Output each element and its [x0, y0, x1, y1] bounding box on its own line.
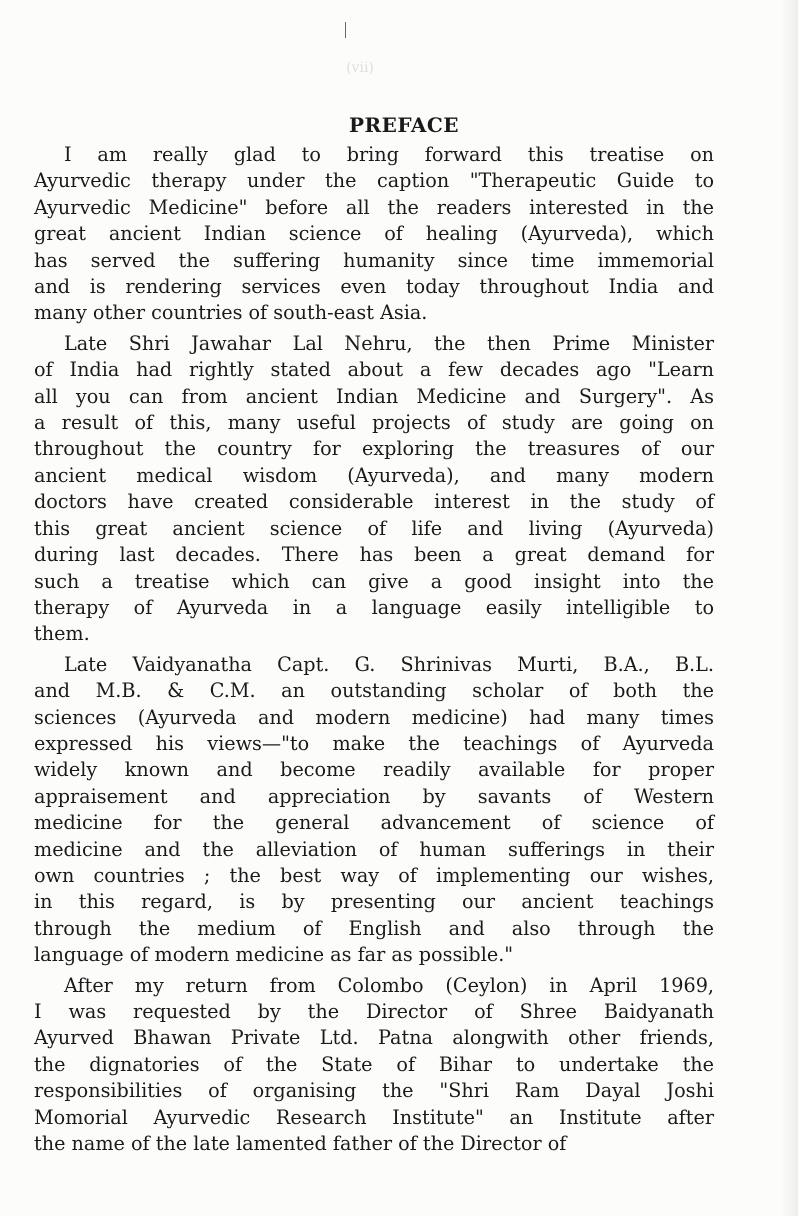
- paragraph: [34, 652, 714, 969]
- page-title: PREFACE: [348, 113, 460, 137]
- text-line: language of modern medicine as far as possible.": [34, 943, 514, 967]
- text-line: has served the suffering humanity since time immemorial: [34, 248, 714, 272]
- text-line: I was requested by the Director of Shree Baidyanath: [34, 1000, 714, 1023]
- text-line: the dignatories of the State of Bihar to undertake the: [34, 1052, 714, 1076]
- text-line: a result of this, many useful projects of study are going on: [34, 411, 714, 435]
- text-line: doctors have created considerable interest in the study of: [34, 490, 714, 514]
- text-line: expressed his views—"to make the teachings of Ayurveda: [34, 731, 714, 755]
- text-line: Late Vaidyanatha Capt. G. Shrinivas Murti, B.A., B.L.: [64, 652, 714, 676]
- text-line: medicine and the alleviation of human sufferings in their: [34, 837, 714, 861]
- text-line: I am really glad to bring forward this treatise on: [64, 143, 714, 166]
- text-line: Ayurvedic Medicine" before all the readers interested in the: [34, 195, 714, 219]
- page-top-mark: [345, 22, 346, 38]
- paragraph: [34, 142, 714, 327]
- text-line: responsibilities of organising the "Shri Ram Dayal Joshi: [34, 1079, 714, 1103]
- text-line: during last decades. There has been a great demand for: [34, 543, 714, 567]
- page-number: (vii): [346, 60, 374, 76]
- text-line: the name of the late lamented father of the Director of: [34, 1132, 567, 1156]
- text-line: in this regard, is by presenting our ancient teachings: [34, 890, 714, 914]
- text-line: Late Shri Jawahar Lal Nehru, the then Prime Minister: [64, 331, 714, 355]
- text-line: of India had rightly stated about a few decades ago "Learn: [34, 358, 714, 382]
- text-line: sciences (Ayurveda and modern medicine) had many times: [34, 705, 714, 729]
- text-line: and is rendering services even today throughout India and: [34, 275, 714, 299]
- text-line: widely known and become readily available for proper: [34, 758, 714, 782]
- page-edge-shadow: [780, 0, 798, 1216]
- text-line: Ayurved Bhawan Private Ltd. Patna alongwith other friends,: [34, 1026, 714, 1050]
- text-line: this great ancient science of life and living (Ayurveda): [34, 516, 714, 540]
- text-line: all you can from ancient Indian Medicine and Surgery". As: [34, 384, 714, 408]
- text-line: through the medium of English and also through the: [34, 916, 714, 940]
- text-line: throughout the country for exploring the treasures of our: [34, 437, 714, 461]
- text-line: appraisement and appreciation by savants of Western: [34, 784, 714, 808]
- text-line: great ancient Indian science of healing (Ayurveda), which: [34, 222, 714, 246]
- text-line: Momorial Ayurvedic Research Institute" an Institute after: [34, 1105, 714, 1129]
- text-line: Ayurvedic therapy under the caption "Therapeutic Guide to: [34, 169, 714, 193]
- paragraph: [34, 331, 714, 648]
- text-line: therapy of Ayurveda in a language easily intelligible to: [34, 595, 714, 619]
- text-line: and M.B. & C.M. an outstanding scholar of both the: [34, 679, 714, 703]
- text-line: many other countries of south-east Asia.: [34, 301, 428, 325]
- preface-body: [34, 142, 714, 1157]
- paragraph: [34, 973, 714, 1158]
- text-line: own countries ; the best way of implementing our wishes,: [34, 863, 714, 887]
- text-line: After my return from Colombo (Ceylon) in April 1969,: [64, 973, 714, 997]
- text-line: them.: [34, 622, 90, 646]
- text-line: medicine for the general advancement of science of: [34, 811, 714, 835]
- text-line: such a treatise which can give a good insight into the: [34, 569, 714, 593]
- text-line: ancient medical wisdom (Ayurveda), and many modern: [34, 463, 714, 487]
- page-content: [34, 112, 714, 1157]
